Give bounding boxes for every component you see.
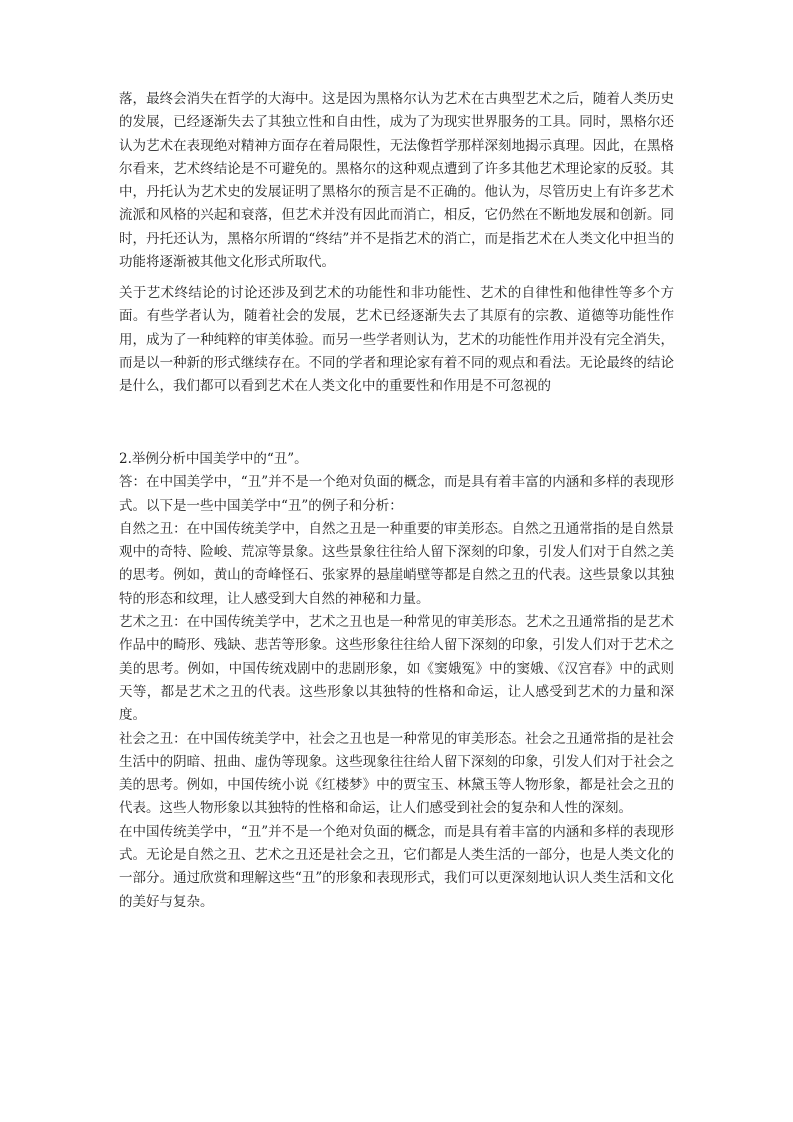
natural-ugliness-paragraph: 自然之丑：在中国传统美学中，自然之丑是一种重要的审美形态。自然之丑通常指的是自然景观中的奇特、险峻、荒凉等景象。这些景象往往给人留下深刻的印象，引发人们对于自然之美的思考。例如，黄山的奇峰怪石、张家界的悬崖峭壁等都是自然之丑的代表。这些景象以其独特的形态和纹理，让人感受到大自然的神秘和力量。 — [119, 520, 674, 607]
conclusion-paragraph: 在中国传统美学中，“丑”并不是一个绝对负面的概念，而是具有着丰富的内涵和多样的表现形式。无论是自然之丑、艺术之丑还是社会之丑，它们都是人类生活的一部分，也是人类文化的一部分。通过欣赏和理解这些“丑”的形象和表现形式，我们可以更深刻地认识人类生活和文化的美好与复杂。 — [119, 823, 674, 910]
function-paragraph: 关于艺术终结论的讨论还涉及到艺术的功能性和非功能性、艺术的自律性和他律性等多个方面。有些学者认为，随着社会的发展，艺术已经逐渐失去了其原有的宗教、道德等功能性作用，成为了一种纯粹的审美体验。而另一些学者则认为，艺术的功能性作用并没有完全消失，而是以一种新的形式继续存在。不同的学者和理论家有着不同的观点和看法。无论最终的结论是什么，我们都可以看到艺术在人类文化中的重要性和作用是不可忽视的 — [119, 285, 674, 395]
answer-intro-paragraph: 答：在中国美学中，“丑”并不是一个绝对负面的概念，而是具有着丰富的内涵和多样的表现形式。以下是一些中国美学中“丑”的例子和分析： — [119, 474, 674, 514]
hegel-paragraph: 落，最终会消失在哲学的大海中。这是因为黑格尔认为艺术在古典型艺术之后，随着人类历史的发展，已经逐渐失去了其独立性和自由性，成为了为现实世界服务的工具。同时，黑格尔还认为艺术在表现绝对精神方面存在着局限性，无法像哲学那样深刻地揭示真理。因此，在黑格尔看来，艺术终结论是不可避免的。黑格尔的这种观点遭到了许多其他艺术理论家的反驳。其中，丹托认为艺术史的发展证明了黑格尔的预言是不正确的。他认为，尽管历史上有许多艺术流派和风格的兴起和衰落，但艺术并没有因此而消亡，相反，它仍然在不断地发展和创新。同时，丹托还认为，黑格尔所谓的“终结”并不是指艺术的消亡，而是指艺术在人类文化中担当的功能将逐渐被其他文化形式所取代。 — [119, 91, 674, 271]
art-function-section — [119, 282, 674, 398]
chinese-ugliness-section — [119, 448, 674, 914]
social-ugliness-paragraph: 社会之丑：在中国传统美学中，社会之丑也是一种常见的审美形态。社会之丑通常指的是社会生活中的阴暗、扭曲、虚伪等现象。这些现象往往给人留下深刻的印象，引发人们对于社会之美的思考。例如，中国传统小说《红楼梦》中的贾宝玉、林黛玉等人物形象，都是社会之丑的代表。这些人物形象以其独特的性格和命运，让人们感受到社会的复杂和人性的深刻。 — [119, 730, 674, 817]
art-end-theory-section — [119, 88, 674, 274]
art-ugliness-paragraph: 艺术之丑：在中国传统美学中，艺术之丑也是一种常见的审美形态。艺术之丑通常指的是艺术作品中的畸形、残缺、悲苦等形象。这些形象往往给人留下深刻的印象，引发人们对于艺术之美的思考。例如，中国传统戏剧中的悲剧形象，如《窦娥冤》中的窦娥、《汉宫春》中的武则天等，都是艺术之丑的代表。这些形象以其独特的性格和命运，让人感受到艺术的力量和深度。 — [119, 614, 674, 724]
question-heading: 2.举例分析中国美学中的“丑”。 — [119, 451, 308, 467]
